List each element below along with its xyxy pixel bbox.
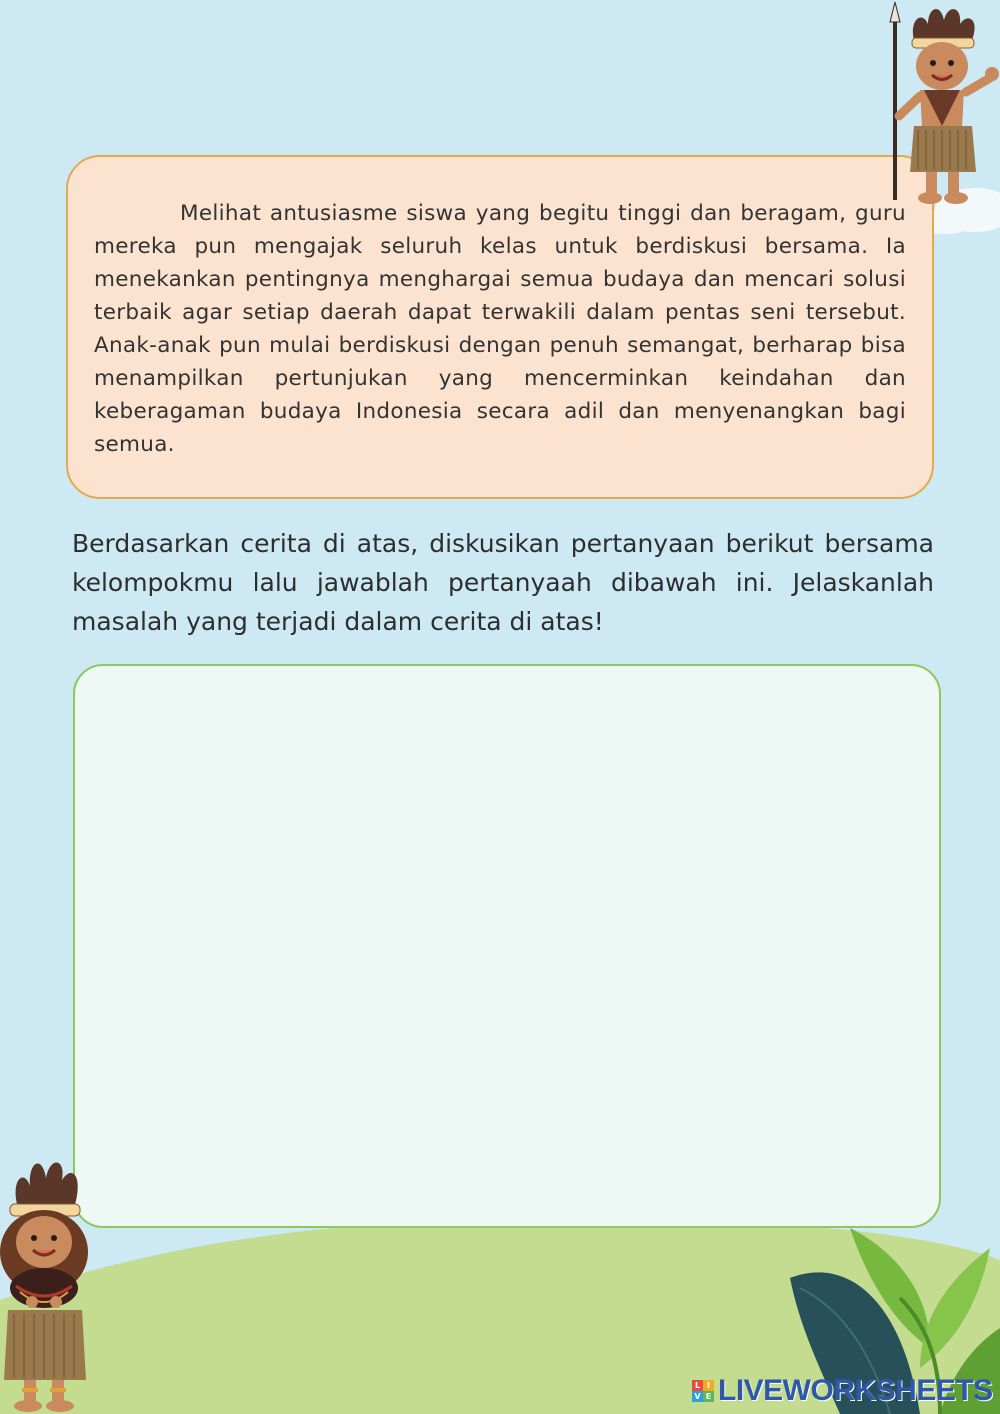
logo-letter: V [692, 1391, 703, 1402]
papuan-boy-icon [884, 0, 1000, 210]
liveworksheets-logo-icon [692, 1380, 714, 1402]
story-box [66, 155, 934, 499]
logo-letter: L [692, 1380, 703, 1391]
story-paragraph: Melihat antusiasme siswa yang begitu tinggi dan beragam, guru mereka pun mengajak seluruh kelas untuk berdiskusi bersama. Ia menekankan pentingnya menghargai semua budaya dan mencari solusi terbaik agar setiap daerah dapat terwakili dalam pentas seni tersebut. Anak-anak pun mulai berdiskusi dengan penuh semangat, berharap bisa menampilkan pertunjukan yang mencerminkan keindahan dan keberagaman budaya Indonesia secara adil dan menyenangkan bagi semua. [94, 201, 906, 457]
logo-letter: E [703, 1391, 714, 1402]
brand-name: LIVEWORKSHEETS [718, 1374, 993, 1407]
logo-letter: I [703, 1380, 714, 1391]
papuan-girl-icon [0, 1150, 100, 1414]
liveworksheets-brand [692, 1374, 993, 1408]
answer-input[interactable] [73, 664, 941, 1228]
question-prompt: Berdasarkan cerita di atas, diskusikan pertanyaan berikut bersama kelompokmu lalu jawablah pertanyaah dibawah ini. Jelaskanlah masalah yang terjadi dalam cerita di atas! [72, 529, 934, 636]
